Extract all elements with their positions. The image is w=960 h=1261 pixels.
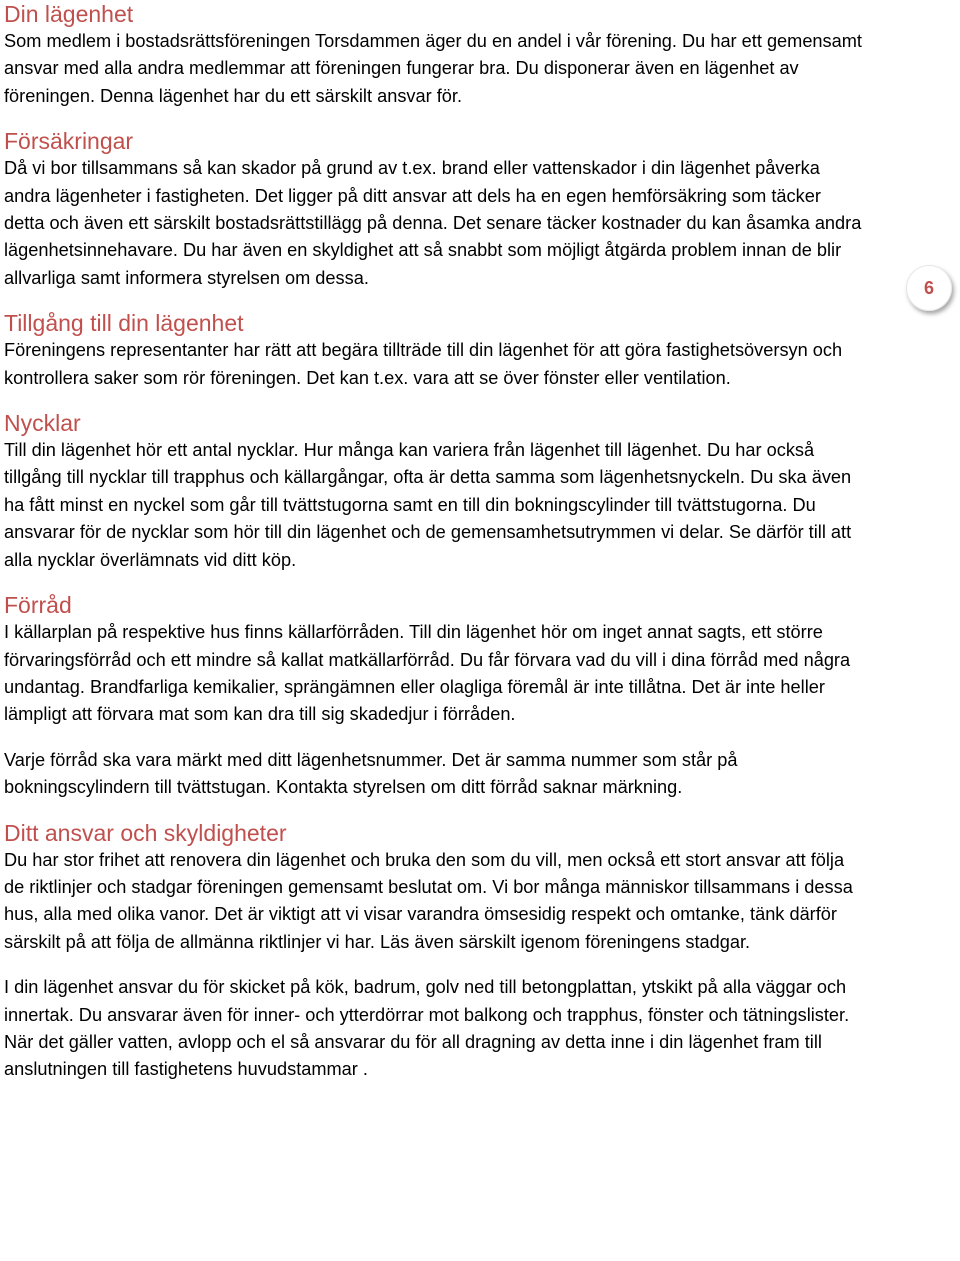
heading-forrad: Förråd [4, 592, 72, 619]
section-forrad [4, 591, 866, 801]
page-number-badge [906, 265, 952, 311]
document-page [4, 0, 866, 1084]
section-nycklar [4, 409, 866, 574]
page-number: 6 [923, 277, 934, 298]
paragraph-ansvar-2: I din lägenhet ansvar du för skicket på kök, badrum, golv ned till betongplattan, ytskikt på alla väggar och innertak. Du ansvarar även för inner- och ytterdörrar mot balkong och trapphus, fönster och tätningslister. När det gäller vatten, avlopp och el så ansvarar du för all dragning av detta inne i din lägenhet fram till anslutningen till fastighetens huvudstammar . [4, 977, 850, 1080]
paragraph-forrad-2: Varje förråd ska vara märkt med ditt lägenhetsnummer. Det är samma nummer som står på bokningscylindern till tvättstugan. Kontakta styrelsen om ditt förråd saknar märkning. [4, 749, 738, 798]
heading-ansvar: Ditt ansvar och skyldigheter [4, 819, 287, 846]
heading-tillgang: Tillgång till din lägenhet [4, 310, 244, 337]
paragraph-din-lagenhet: Som medlem i bostadsrättsföreningen Torsdammen äger du en andel i vår förening. Du har ett gemensamt ansvar med alla andra medlemmar att föreningen fungerar bra. Du disponerar även en lägenhet av föreningen. Denna lägenhet har du ett särskilt ansvar för. [4, 31, 862, 106]
section-ansvar [4, 819, 866, 1084]
heading-din-lagenhet: Din lägenhet [4, 1, 134, 27]
heading-forsakringar: Försäkringar [4, 128, 134, 155]
paragraph-forrad-1: I källarplan på respektive hus finns källarförråden. Till din lägenhet hör om inget annat sagts, ett större förvaringsförråd och ett mindre så kallat matkällarförråd. Du får förvara vad du vill i dina förråd med några undantag. Brandfarliga kemikalier, sprängämnen eller olagliga föremål är inte tillåtna. Det är inte heller lämpligt att förvara mat som kan dra till sig skadedjur i förråden. [4, 622, 851, 725]
section-tillgang [4, 309, 866, 392]
section-din-lagenhet [4, 0, 866, 110]
section-forsakringar [4, 127, 866, 292]
heading-nycklar: Nycklar [4, 410, 81, 437]
paragraph-forsakringar: Då vi bor tillsammans så kan skador på grund av t.ex. brand eller vattenskador i din lägenhet påverka andra lägenheter i fastigheten. Det ligger på ditt ansvar att dels ha en egen hemförsäkring som täcker detta och även ett särskilt bostadsrättstillägg på denna. Det senare täcker kostnader du kan åsamka andra lägenhetsinnehavare. Du har även en skyldighet att så snabbt som möjligt åtgärda problem innan de blir allvarliga samt informera styrelsen om dessa. [4, 158, 862, 288]
paragraph-ansvar-1: Du har stor frihet att renovera din lägenhet och bruka den som du vill, men också ett stort ansvar att följa de riktlinjer och stadgar föreningen gemensamt beslutat om. Vi bor många människor tillsammans i dessa hus, alla med olika vanor. Det är viktigt att vi visar varandra ömsesidig respekt och omtanke, tänk därför särskilt på att följa de allmänna riktlinjer vi har. Läs även särskilt igenom föreningens stadgar. [4, 849, 853, 952]
paragraph-tillgang: Föreningens representanter har rätt att begära tillträde till din lägenhet för att göra fastighetsöversyn och kontrollera saker som rör föreningen. Det kan t.ex. vara att se över fönster eller ventilation. [4, 340, 843, 388]
paragraph-nycklar: Till din lägenhet hör ett antal nycklar. Hur många kan variera från lägenhet till lägenhet. Du har också tillgång till nycklar till trapphus och källargångar, ofta är detta samma som lägenhetsnyckeln. Du ska även ha fått minst en nyckel som går till tvättstugorna samt en till din bokningscylinder till tvättstugorna. Du ansvarar för de nycklar som hör till din lägenhet och de gemensamhetsutrymmen vi delar. Se därför till att alla nycklar överlämnats vid ditt köp. [4, 440, 852, 570]
